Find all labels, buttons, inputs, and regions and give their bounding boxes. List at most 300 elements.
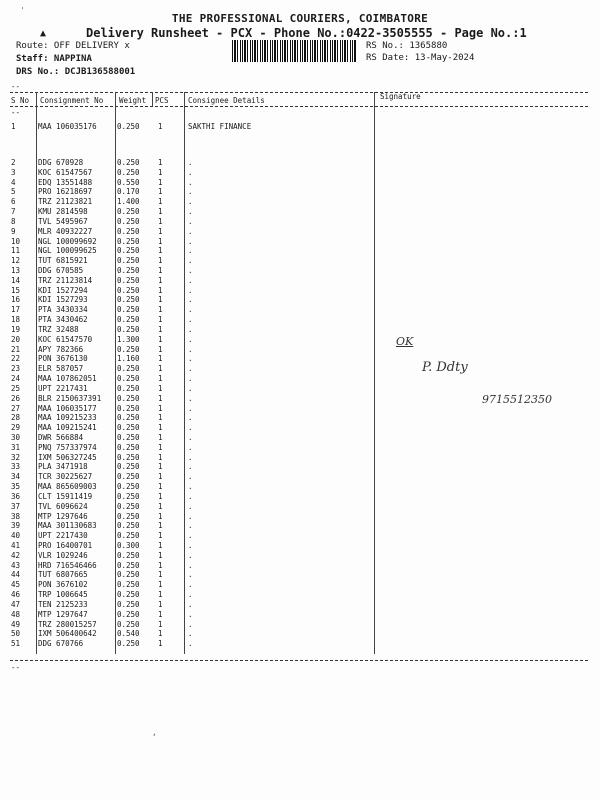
table-row	[0, 580, 600, 590]
row-pcs: 1	[158, 393, 163, 403]
row-weight: 0.250	[117, 324, 140, 334]
row-sno: 12	[11, 256, 21, 266]
table-row	[0, 354, 600, 364]
row-consignment: BLR 2150637391	[38, 393, 102, 403]
row-sno: 22	[11, 354, 21, 364]
row-weight: 0.250	[117, 452, 140, 462]
row-weight: 0.250	[117, 275, 140, 285]
row-consignment: MAA 301130683	[38, 521, 97, 531]
row-pcs: 1	[158, 521, 163, 531]
row-consignment: TVL 6096624	[38, 501, 88, 511]
row-consignment: IXM 506327245	[38, 452, 97, 462]
row-sno: 16	[11, 295, 21, 305]
row-weight: 0.250	[117, 315, 140, 325]
row-weight: 0.170	[117, 187, 140, 197]
header-pcs: PCS	[155, 96, 169, 105]
row-weight: 1.160	[117, 354, 140, 364]
row-details: .	[188, 187, 193, 197]
row-details: .	[188, 452, 193, 462]
row-weight: 0.250	[117, 256, 140, 266]
row-weight: 0.250	[117, 236, 140, 246]
row-sno: 8	[11, 216, 16, 226]
row-consignment: MAA 865609003	[38, 482, 97, 492]
header-bottom-rule	[10, 106, 588, 107]
row-sno: 37	[11, 501, 21, 511]
row-details: .	[188, 590, 193, 600]
row-pcs: 1	[158, 570, 163, 580]
row-weight: 0.250	[117, 521, 140, 531]
table-row	[0, 295, 600, 305]
table-top-rule	[10, 92, 588, 93]
row-details: .	[188, 599, 193, 609]
table-row	[0, 374, 600, 384]
row-sno: 4	[11, 177, 16, 187]
row-pcs: 1	[158, 275, 163, 285]
row-details: .	[188, 501, 193, 511]
row-consignment: DDG 670585	[38, 266, 84, 276]
row-pcs: 1	[158, 531, 163, 541]
row-weight: 0.250	[117, 393, 140, 403]
row-weight: 0.250	[117, 413, 140, 423]
dash-mark: --	[11, 663, 21, 672]
row-details: .	[188, 324, 193, 334]
row-sno: 42	[11, 550, 21, 560]
table-row	[0, 207, 600, 217]
table-row	[0, 305, 600, 315]
row-weight: 0.250	[117, 570, 140, 580]
row-consignment: PLA 3471918	[38, 462, 88, 472]
row-details: .	[188, 383, 193, 393]
header-weight: Weight	[119, 96, 147, 105]
row-weight: 0.250	[117, 207, 140, 217]
row-weight: 0.250	[117, 344, 140, 354]
row-consignment: TVL 5495967	[38, 216, 88, 226]
row-pcs: 1	[158, 482, 163, 492]
row-pcs: 1	[158, 619, 163, 629]
row-sno: 49	[11, 619, 21, 629]
row-details: .	[188, 472, 193, 482]
table-row	[0, 531, 600, 541]
row-weight: 0.250	[117, 639, 140, 649]
row-sno: 48	[11, 609, 21, 619]
row-weight: 0.250	[117, 590, 140, 600]
runsheet-title: Delivery Runsheet - PCX - Phone No.:0422-3505555 - Page No.:1	[86, 26, 527, 40]
row-consignment: TRZ 21123821	[38, 197, 93, 207]
handwritten-phone: 9715512350	[482, 393, 552, 406]
row-weight: 0.550	[117, 177, 140, 187]
row-consignment: KOC 61547570	[38, 334, 93, 344]
row-sno: 1	[11, 122, 16, 131]
table-row	[0, 551, 600, 561]
row-pcs: 1	[158, 501, 163, 511]
row-pcs: 1	[158, 374, 163, 384]
row-sno: 40	[11, 531, 21, 541]
row-details: .	[188, 256, 193, 266]
row-pcs: 1	[158, 432, 163, 442]
table-bottom-rule	[10, 660, 588, 661]
row-pcs: 1	[158, 197, 163, 207]
stray-mark: '	[20, 6, 25, 15]
row-sno: 21	[11, 344, 21, 354]
row-weight: 0.250	[117, 374, 140, 384]
row-pcs: 1	[158, 491, 163, 501]
row-weight: 0.250	[117, 491, 140, 501]
row-pcs: 1	[158, 442, 163, 452]
row-consignment: MAA 109215241	[38, 423, 97, 433]
row-sno: 27	[11, 403, 21, 413]
row-pcs: 1	[158, 122, 163, 131]
row-sno: 46	[11, 590, 21, 600]
row-details: .	[188, 207, 193, 217]
table-row	[0, 335, 600, 345]
row-consignment: TRZ 280015257	[38, 619, 97, 629]
row-weight: 0.250	[117, 226, 140, 236]
row-pcs: 1	[158, 383, 163, 393]
table-row	[0, 168, 600, 178]
row-consignment: DDG 670766	[38, 639, 84, 649]
table-row	[0, 639, 600, 649]
row-pcs: 1	[158, 187, 163, 197]
row-details: .	[188, 550, 193, 560]
row-pcs: 1	[158, 609, 163, 619]
row-weight: 0.250	[117, 246, 140, 256]
row-consignment: PRO 16218697	[38, 187, 93, 197]
row-details: .	[188, 609, 193, 619]
row-sno: 19	[11, 324, 21, 334]
rs-number: RS No.: 1365880	[366, 41, 448, 51]
row-details: .	[188, 580, 193, 590]
row-consignment: UPT 2217431	[38, 383, 88, 393]
row-details: .	[188, 639, 193, 649]
row-sno: 38	[11, 511, 21, 521]
row-details: .	[188, 491, 193, 501]
table-row	[0, 610, 600, 620]
row-details: .	[188, 374, 193, 384]
row-weight: 0.250	[117, 580, 140, 590]
row-details: .	[188, 305, 193, 315]
row-consignment: DWR 566884	[38, 432, 84, 442]
row-pcs: 1	[158, 540, 163, 550]
table-row	[0, 590, 600, 600]
table-row	[0, 315, 600, 325]
row-sno: 3	[11, 167, 16, 177]
row-details: .	[188, 334, 193, 344]
row-sno: 44	[11, 570, 21, 580]
row-consignment: PTA 3430462	[38, 315, 88, 325]
table-row	[0, 364, 600, 374]
row-consignment: HRD 716546466	[38, 560, 97, 570]
row-pcs: 1	[158, 550, 163, 560]
header-details: Consignee Details	[188, 96, 265, 105]
header-signature: Signature	[380, 92, 421, 101]
row-sno: 36	[11, 491, 21, 501]
row-sno: 30	[11, 432, 21, 442]
table-row	[0, 256, 600, 266]
stray-mark: ,	[152, 728, 157, 737]
row-details: .	[188, 285, 193, 295]
row-pcs: 1	[158, 256, 163, 266]
company-title: THE PROFESSIONAL COURIERS, COIMBATORE	[171, 12, 429, 25]
row-details: .	[188, 393, 193, 403]
row-sno: 7	[11, 207, 16, 217]
table-row	[0, 443, 600, 453]
table-row	[0, 345, 600, 355]
row-consignment: TEN 2125233	[38, 599, 88, 609]
row-sno: 29	[11, 423, 21, 433]
table-row	[0, 521, 600, 531]
row-sno: 32	[11, 452, 21, 462]
row-weight: 0.250	[117, 442, 140, 452]
row-sno: 23	[11, 364, 21, 374]
row-weight: 0.250	[117, 550, 140, 560]
table-row	[0, 217, 600, 227]
row-pcs: 1	[158, 344, 163, 354]
handwritten-ok: OK	[396, 335, 414, 348]
row-consignment: KMU 2814598	[38, 207, 88, 217]
row-pcs: 1	[158, 472, 163, 482]
row-details: .	[188, 354, 193, 364]
table-row	[0, 227, 600, 237]
row-sno: 34	[11, 472, 21, 482]
table-row	[0, 462, 600, 472]
row-sno: 15	[11, 285, 21, 295]
row-consignment: TUT 6815921	[38, 256, 88, 266]
row-sno: 43	[11, 560, 21, 570]
table-row	[0, 482, 600, 492]
row-consignment: KOC 61547567	[38, 167, 93, 177]
row-details: .	[188, 197, 193, 207]
row-sno: 33	[11, 462, 21, 472]
row-sno: 31	[11, 442, 21, 452]
row-sno: 14	[11, 275, 21, 285]
row-pcs: 1	[158, 226, 163, 236]
row-pcs: 1	[158, 639, 163, 649]
row-details: .	[188, 344, 193, 354]
row-details: .	[188, 413, 193, 423]
barcode-icon	[232, 40, 356, 62]
row-pcs: 1	[158, 511, 163, 521]
row-pcs: 1	[158, 305, 163, 315]
row-weight: 0.250	[117, 403, 140, 413]
row-details: .	[188, 403, 193, 413]
row-weight: 0.250	[117, 158, 140, 167]
table-row	[0, 246, 600, 256]
row-consignment: PON 3676102	[38, 580, 88, 590]
row-pcs: 1	[158, 580, 163, 590]
table-row	[0, 433, 600, 443]
header-sno: S No	[11, 96, 30, 105]
row-consignment: PTA 3430334	[38, 305, 88, 315]
row-weight: 0.250	[117, 285, 140, 295]
row-pcs: 1	[158, 158, 163, 167]
row-sno: 2	[11, 158, 16, 167]
row-details: .	[188, 226, 193, 236]
row-weight: 0.250	[117, 167, 140, 177]
row-details: .	[188, 540, 193, 550]
row-pcs: 1	[158, 403, 163, 413]
table-row	[0, 453, 600, 463]
row-details: .	[188, 275, 193, 285]
row-weight: 0.250	[117, 432, 140, 442]
row-consignment: MAA 109215233	[38, 413, 97, 423]
row-sno: 9	[11, 226, 16, 236]
row-pcs: 1	[158, 207, 163, 217]
row-details: .	[188, 364, 193, 374]
row-weight: 0.250	[117, 501, 140, 511]
row-details: .	[188, 570, 193, 580]
row-weight: 0.300	[117, 540, 140, 550]
row-weight: 0.250	[117, 599, 140, 609]
table-row	[0, 178, 600, 188]
table-row	[0, 197, 600, 207]
table-row	[0, 620, 600, 630]
table-row	[0, 600, 600, 610]
row-pcs: 1	[158, 285, 163, 295]
row-pcs: 1	[158, 354, 163, 364]
table-row	[0, 512, 600, 522]
row-consignment: TRZ 32488	[38, 324, 79, 334]
row-consignment: EDQ 13551488	[38, 177, 93, 187]
table-row	[0, 423, 600, 433]
row-details: .	[188, 560, 193, 570]
row-weight: 0.250	[117, 383, 140, 393]
row-consignment: APY 782366	[38, 344, 84, 354]
row-details: .	[188, 432, 193, 442]
row-details: .	[188, 423, 193, 433]
row-details: SAKTHI FINANCE	[188, 122, 252, 131]
row-consignment: TCR 30225627	[38, 472, 93, 482]
row-pcs: 1	[158, 560, 163, 570]
row-sno: 28	[11, 413, 21, 423]
row-consignment: VLR 1029246	[38, 550, 88, 560]
row-sno: 35	[11, 482, 21, 492]
row-details: .	[188, 482, 193, 492]
table-row	[0, 541, 600, 551]
row-details: .	[188, 295, 193, 305]
row-weight: 0.250	[117, 305, 140, 315]
row-pcs: 1	[158, 266, 163, 276]
row-sno: 26	[11, 393, 21, 403]
row-sno: 39	[11, 521, 21, 531]
row-pcs: 1	[158, 315, 163, 325]
table-row	[0, 629, 600, 639]
row-weight: 0.540	[117, 629, 140, 639]
row-sno: 41	[11, 540, 21, 550]
row-details: .	[188, 246, 193, 256]
table-row	[0, 276, 600, 286]
row-weight: 0.250	[117, 462, 140, 472]
row-pcs: 1	[158, 216, 163, 226]
row-weight: 0.250	[117, 609, 140, 619]
caret-mark: ▲	[40, 28, 47, 39]
row-consignment: MTP 1297647	[38, 609, 88, 619]
row-consignment: IXM 506400642	[38, 629, 97, 639]
row-sno: 51	[11, 639, 21, 649]
row-details: .	[188, 629, 193, 639]
table-row	[0, 158, 600, 168]
row-weight: 0.250	[117, 472, 140, 482]
row-consignment: KDI 1527293	[38, 295, 88, 305]
row-weight: 0.250	[117, 423, 140, 433]
row-sno: 18	[11, 315, 21, 325]
table-row	[0, 325, 600, 335]
row-consignment: TRP 1006645	[38, 590, 88, 600]
row-consignment: MAA 106035176	[38, 122, 97, 131]
row-pcs: 1	[158, 452, 163, 462]
row-pcs: 1	[158, 462, 163, 472]
row-details: .	[188, 315, 193, 325]
row-weight: 0.250	[117, 511, 140, 521]
row-details: .	[188, 266, 193, 276]
table-row	[0, 570, 600, 580]
row-details: .	[188, 236, 193, 246]
row-sno: 24	[11, 374, 21, 384]
row-pcs: 1	[158, 177, 163, 187]
row-consignment: ELR 587057	[38, 364, 84, 374]
table-row	[0, 492, 600, 502]
row-weight: 0.250	[117, 364, 140, 374]
row-consignment: KDI 1527294	[38, 285, 88, 295]
row-weight: 1.400	[117, 197, 140, 207]
row-consignment: NGL 100099692	[38, 236, 97, 246]
table-row	[0, 413, 600, 423]
row-consignment: UPT 2217430	[38, 531, 88, 541]
row-sno: 47	[11, 599, 21, 609]
row-sno: 13	[11, 266, 21, 276]
row-details: .	[188, 167, 193, 177]
row-consignment: CLT 15911419	[38, 491, 93, 501]
row-details: .	[188, 442, 193, 452]
row-pcs: 1	[158, 324, 163, 334]
row-sno: 10	[11, 236, 21, 246]
handwritten-signature: P. Ddty	[422, 360, 468, 375]
row-weight: 0.250	[117, 216, 140, 226]
row-pcs: 1	[158, 629, 163, 639]
row-pcs: 1	[158, 590, 163, 600]
row-consignment: MLR 40932227	[38, 226, 93, 236]
row-pcs: 1	[158, 364, 163, 374]
row-pcs: 1	[158, 413, 163, 423]
row-consignment: PNQ 757337974	[38, 442, 97, 452]
row-consignment: MTP 1297646	[38, 511, 88, 521]
dash-mark: --	[11, 82, 21, 91]
row-pcs: 1	[158, 167, 163, 177]
row-weight: 0.250	[117, 560, 140, 570]
drs-number: DRS No.: DCJB136588001	[16, 67, 136, 77]
row-consignment: MAA 107862051	[38, 374, 97, 384]
dash-mark: --	[11, 108, 21, 117]
row-weight: 0.250	[117, 266, 140, 276]
row-consignment: NGL 100099625	[38, 246, 97, 256]
row-pcs: 1	[158, 334, 163, 344]
row-consignment: PON 3676130	[38, 354, 88, 364]
row-weight: 0.250	[117, 122, 140, 131]
table-row	[0, 472, 600, 482]
row-sno: 20	[11, 334, 21, 344]
table-row	[0, 561, 600, 571]
row-sno: 5	[11, 187, 16, 197]
row-pcs: 1	[158, 236, 163, 246]
table-row	[0, 187, 600, 197]
column-divider	[152, 92, 153, 106]
table-row	[0, 122, 600, 132]
row-pcs: 1	[158, 246, 163, 256]
row-weight: 0.250	[117, 295, 140, 305]
table-row	[0, 237, 600, 247]
row-details: .	[188, 511, 193, 521]
row-consignment: TRZ 21123814	[38, 275, 93, 285]
row-consignment: PRO 16400701	[38, 540, 93, 550]
